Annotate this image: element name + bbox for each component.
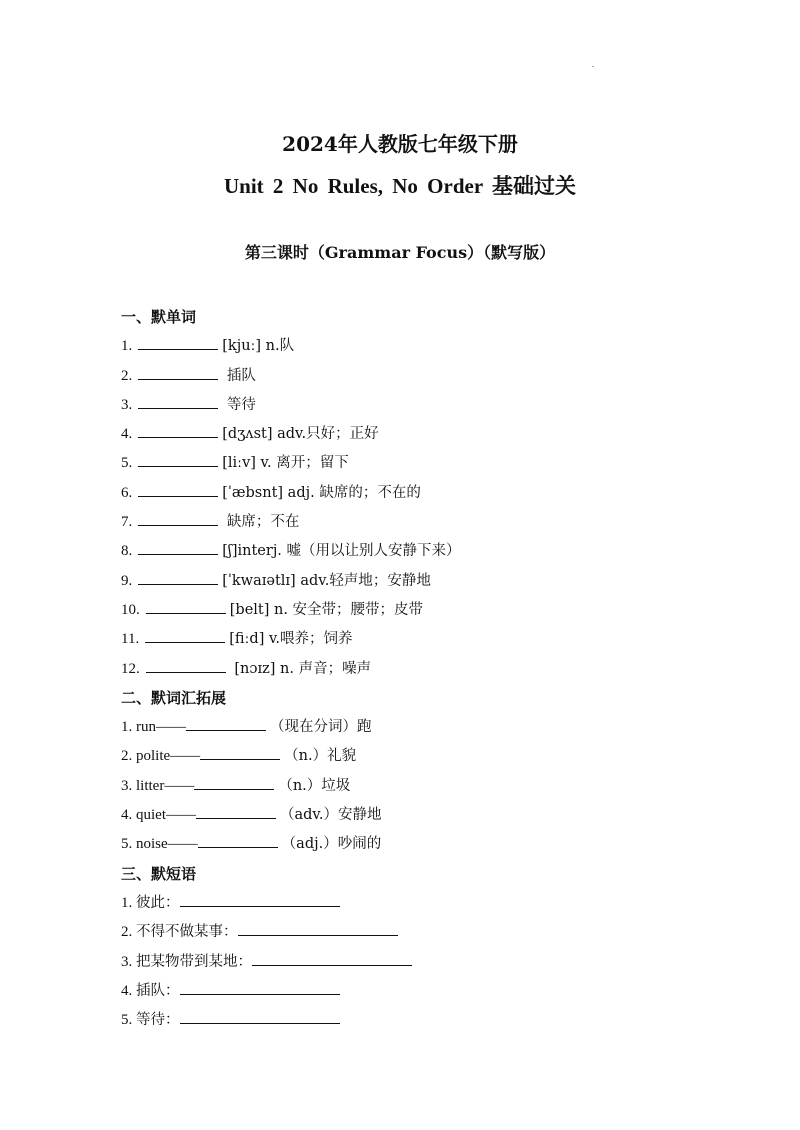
word-form-item xyxy=(121,801,761,830)
base-word: run—— xyxy=(136,719,186,736)
word-item xyxy=(121,420,761,449)
word-item xyxy=(121,537,761,566)
item-hint: [nɔɪz] n. 声音；噪声 xyxy=(229,660,372,677)
section-heading-word-forms: 二、默词汇拓展 xyxy=(121,688,227,707)
answer-blank[interactable] xyxy=(198,846,278,848)
item-number: 2. xyxy=(121,367,133,384)
answer-blank[interactable] xyxy=(138,583,218,585)
item-number: 1. xyxy=(121,719,133,736)
word-item xyxy=(121,332,761,361)
item-number: 1. xyxy=(121,338,133,355)
item-number: 5. xyxy=(121,1012,133,1029)
item-hint: （adj.）吵闹的 xyxy=(281,836,382,853)
item-number: 2. xyxy=(121,748,133,765)
base-word: litter—— xyxy=(136,777,195,794)
answer-blank[interactable] xyxy=(180,993,340,995)
base-word: quiet—— xyxy=(136,807,196,824)
base-word: noise—— xyxy=(136,836,198,853)
phrase-prompt: 把某物带到某地： xyxy=(136,953,252,970)
answer-blank[interactable] xyxy=(252,964,412,966)
item-hint: [ˈæbsnt] adj. 缺席的；不在的 xyxy=(222,484,421,501)
answer-blank[interactable] xyxy=(180,905,340,907)
item-number: 4. xyxy=(121,807,133,824)
word-form-item xyxy=(121,713,761,742)
item-number: 2. xyxy=(121,924,133,941)
phrase-item xyxy=(121,889,761,918)
item-number: 4. xyxy=(121,982,133,999)
item-hint: 插队 xyxy=(222,367,256,384)
phrase-item xyxy=(121,918,761,947)
phrase-prompt: 彼此： xyxy=(136,894,180,911)
section-heading-words: 一、默单词 xyxy=(121,308,197,326)
answer-blank[interactable] xyxy=(138,524,218,526)
word-item xyxy=(121,391,761,420)
answer-blank[interactable] xyxy=(138,495,218,497)
item-hint: （n.）礼貌 xyxy=(284,748,357,765)
phrase-prompt: 等待： xyxy=(136,1012,180,1029)
item-hint: [fiːd] v.喂养；饲养 xyxy=(229,631,353,648)
item-hint: （n.）垃圾 xyxy=(278,777,351,794)
answer-blank[interactable] xyxy=(186,729,266,731)
phrase-item xyxy=(121,977,761,1006)
item-number: 12. xyxy=(121,660,140,677)
answer-blank[interactable] xyxy=(138,378,218,380)
word-item xyxy=(121,625,761,654)
phrase-item xyxy=(121,1006,761,1035)
word-item xyxy=(121,479,761,508)
answer-blank[interactable] xyxy=(200,758,280,760)
answer-blank[interactable] xyxy=(196,817,276,819)
answer-blank[interactable] xyxy=(138,407,218,409)
item-hint: [ʃ]interj. 嘘（用以让别人安静下来） xyxy=(222,543,461,560)
worksheet-title: 2024年人教版七年级下册 xyxy=(282,132,518,156)
word-item xyxy=(121,362,761,391)
item-hint: （现在分词）跑 xyxy=(270,719,372,736)
item-number: 8. xyxy=(121,543,133,560)
phrase-prompt: 不得不做某事： xyxy=(136,924,238,941)
item-number: 3. xyxy=(121,953,133,970)
item-number: 3. xyxy=(121,777,133,794)
item-hint: 缺席；不在 xyxy=(222,514,300,531)
word-form-item xyxy=(121,830,761,859)
section-heading-phrases: 三、默短语 xyxy=(121,864,197,883)
item-hint: （adv.）安静地 xyxy=(280,807,382,824)
answer-blank[interactable] xyxy=(238,934,398,936)
item-number: 3. xyxy=(121,396,133,413)
answer-blank[interactable] xyxy=(138,348,218,350)
item-number: 6. xyxy=(121,484,133,501)
item-hint: [liːv] v. 离开；留下 xyxy=(222,455,349,472)
answer-blank[interactable] xyxy=(194,788,274,790)
item-number: 4. xyxy=(121,426,133,443)
item-number: 10. xyxy=(121,601,140,618)
word-item xyxy=(121,508,761,537)
phrase-prompt: 插队： xyxy=(136,982,180,999)
word-item xyxy=(121,596,761,625)
answer-blank[interactable] xyxy=(180,1022,340,1024)
answer-blank[interactable] xyxy=(146,612,226,614)
base-word: polite—— xyxy=(136,748,201,765)
item-hint: 等待 xyxy=(222,396,256,413)
word-item xyxy=(121,655,761,684)
answer-blank[interactable] xyxy=(138,553,218,555)
word-form-item xyxy=(121,772,761,801)
word-form-item xyxy=(121,742,761,771)
word-item xyxy=(121,449,761,478)
phrase-item xyxy=(121,948,761,977)
item-number: 5. xyxy=(121,836,133,853)
item-number: 11. xyxy=(121,631,140,648)
item-hint: [belt] n. 安全带；腰带；皮带 xyxy=(229,601,424,618)
answer-blank[interactable] xyxy=(146,671,226,673)
answer-blank[interactable] xyxy=(145,641,225,643)
item-hint: [ˈkwaɪətlɪ] adv.轻声地；安静地 xyxy=(222,572,431,589)
worksheet-content xyxy=(121,303,761,1035)
lesson-title: 第三课时（Grammar Focus）（默写版） xyxy=(244,243,556,262)
answer-blank[interactable] xyxy=(138,436,218,438)
answer-blank[interactable] xyxy=(138,465,218,467)
item-hint: [kjuː] n.队 xyxy=(222,338,295,355)
word-item xyxy=(121,567,761,596)
item-number: 7. xyxy=(121,514,133,531)
unit-title: Unit 2 No Rules, No Order 基础过关 xyxy=(223,174,577,198)
item-number: 9. xyxy=(121,572,133,589)
item-number: 5. xyxy=(121,455,133,472)
scan-speck xyxy=(592,66,594,67)
item-hint: [dʒʌst] adv.只好；正好 xyxy=(222,426,379,443)
item-number: 1. xyxy=(121,894,133,911)
